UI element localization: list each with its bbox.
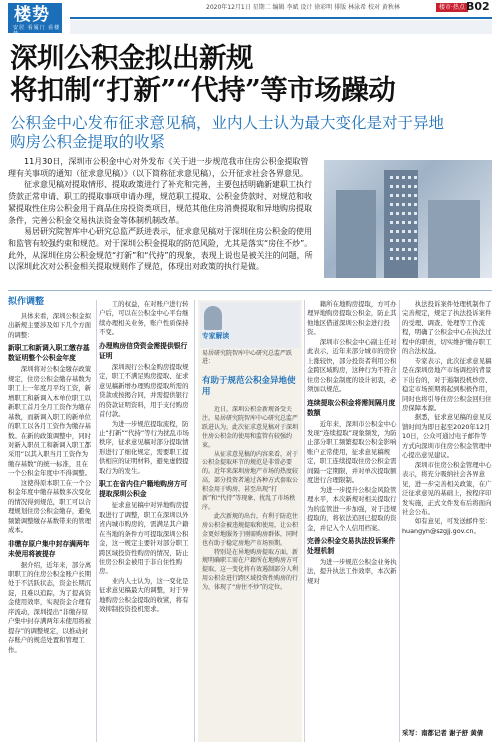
expert-paragraph: 近日，深圳公积金新规备受关注。易居研究院智库中心研究总监严跃进认为，此次征求意见稿对于深圳住房公积金的使用和监管有较强约束。 xyxy=(202,406,298,449)
body-paragraph: 深圳现行公积金购房提取规定，职工不满足购房提取、征求意见稿新增办理购房提取所需的贷款或按揭合同，并需提供银行的贷款证明资料，用于支付购房首付款。 xyxy=(99,362,189,419)
expert-paragraph: 特别是在异地购房提取方面，新规明确职工需在户籍所在地购房方可提取，这一变化将有效遏制部分人利用公积金进行跨区域投资性购房的行为，体现了“房住不炒”的定位。 xyxy=(202,548,298,592)
body-paragraph: 深圳市公积金中心副主任对此表示，近年来部分城市的房价上涨较快，部分投资者利用公积金跨区域购房，这种行为不符合住房公积金制度的设计初衷，必须加以规范。 xyxy=(307,337,397,394)
column-divider xyxy=(304,300,305,742)
person-icon xyxy=(204,306,222,330)
column-1 xyxy=(8,312,94,742)
body-paragraph: 深圳将对公积金缴存政策规定，住房公积金缴存基数为职工上一年度月平均工资，新增职工和新调入本单位职工以新职工首月全月工资作为缴存基数，而新调入职工的新单位的职工以各月工资作为缴存基数。在新的政策调整中，同时对新入职员工和新调入职工都采用“以其入职当月工资作为缴存基数”的统一标准，且在一个公积金年度中不得调整。 xyxy=(8,365,92,478)
body-paragraph: 为进一步规范公积金业务执法，提升执法工作效率，本次新规对 xyxy=(307,557,397,585)
section-divider xyxy=(8,290,492,291)
column-4 xyxy=(402,300,492,742)
column-heading: 拟作调整 xyxy=(8,297,45,307)
headline-line-2: 将扣制“打新”“代持”等市场躁动 xyxy=(10,74,396,106)
lead-paragraph: 11月30日，深圳市公积金中心对外发布《关于进一步规范我市住房公积金提取管理有关事项的通知（征求意见稿）》（以下简称征求意见稿），公开征求社会各界意见。 xyxy=(8,157,309,178)
masthead xyxy=(0,0,500,36)
expert-paragraph: 从征求意见稿的内容来看，对于公积金提取环节的规范是非常必要的。近年来深圳房地产市场的热度较高，部分投资者通过各种方式套取公积金用于购房，甚至出现“打新”和“代持”等现象，扰乱了市场秩序。 xyxy=(202,450,298,511)
column-divider xyxy=(96,300,97,742)
subhead: 完善公积金交易执法投诉案件处理机制 xyxy=(307,536,396,555)
lead-text xyxy=(8,156,314,273)
body-paragraph: 近年来，深圳市公积金中心发现“连续提取”现象频发，为防止部分职工频繁提取公积金影响账户正常使用，征求意见稿规定，职工连续提取住房公积金需间隔一定期限，并对单次提取额度进行合理限制。 xyxy=(307,419,397,485)
header-rule xyxy=(70,17,492,19)
body-paragraph: 为进一步规范提取流程，防止“打新”“代持”等行为扰乱市场秩序，征求意见稿对部分提取情形进行了细化规定，需要职工提供相应的证明材料，避免虚假提取行为的发生。 xyxy=(99,419,189,475)
page-number: B02 xyxy=(466,0,490,13)
headline xyxy=(10,42,396,106)
lead-paragraph: 征求意见稿对提取情形、提取政策进行了补充和完善，主要包括明确新建职工执行贷款正常申请、职工的提取事项申请办理，规范职工提取、公积金贷款时、对规范和收紧提取性住房公积金用于商品住房投资类项目，规范其他住房消费提取和异地购房提取条件，完善公积金交易执法资金等体制机制改革。 xyxy=(8,180,312,225)
body-paragraph: 征求意见稿中对异地购房提取进行了调整，职工在深圳以外省内城市购房的，需满足其户籍在当地的条件方可提取深圳公积金，这一规定主要针对部分职工跨区域投资性购房的情况，防止住房公积金被用于非自住性购房。 xyxy=(99,501,189,576)
section-name: 楼势 xyxy=(14,5,50,25)
column-2 xyxy=(99,300,191,742)
body-paragraph: 为进一步提升公积金风险管理水平，本次新规对相关提取行为的监管进一步加强，对于违规提取的，将依法追回已提取的资金，并记入个人信用档案。 xyxy=(307,485,397,532)
column-divider xyxy=(194,300,195,742)
body-paragraph: 籍所在地购房提取，方可办理异地购房提取公积金，防止其他地区借道深圳公积金进行投资。 xyxy=(307,300,397,337)
city-skyline-photo xyxy=(324,160,492,278)
lead-paragraph: 易居研究院智库中心研究总监严跃进表示，征求意见稿对于深圳住房公积金的使用和监管有较强约束和规范。对于深圳公积金提取的防范风险，尤其是落实“房住不炒”。此外，从深圳住房公积金规范“打新”和“代持”的现象，表现上说也是被关注的问题，所以深圳此次对公积金相关提取规则作了规范，体现出对政策的执行是做。 xyxy=(8,227,313,272)
expert-sidebar xyxy=(198,300,302,742)
body-paragraph: 如有意见，可发送邮件至：huangyn@szgjj.gov.cn。 xyxy=(402,517,492,535)
channel-badge: 楼市·热点 xyxy=(436,3,468,12)
body-paragraph: 工的权益，在对账户进行转户后，可以在公积金中心平台继续办理相关业务，账户性质保持不变。 xyxy=(99,300,189,337)
body-paragraph: 据介绍，近年来，部分离职职工的住房公积金账户长期处于不活跃状态，资金长期沉淀，且难以追踪，为了提高资金使用效率，实现资金合理有序流动，深圳提出“非缴存原户集中封存满两年未使用将被提存”的调整规定，以推动封存账户的规范处置和管理工作。 xyxy=(8,560,92,654)
date-line: 2020年12月1日 星期二 编辑 李斌 设计 徐彩明 排版 林泳希 校对 黄秋林 xyxy=(206,4,400,11)
subhead: 办理购房信贷资金需提供银行证明 xyxy=(99,341,188,360)
subhead: 新职工和新调入职工缴存基数证明整个公积金年度 xyxy=(8,344,90,363)
header-strip xyxy=(70,20,492,34)
byline: 采写：南都记者 谢子舒 黄倩 xyxy=(402,729,484,737)
expert-name: 易居研究院智库中心研究总监严跃进： xyxy=(202,350,293,365)
headline-line-1: 深圳公积金拟出新规 xyxy=(10,42,253,74)
expert-body xyxy=(202,406,298,736)
section-logo xyxy=(8,3,62,37)
body-paragraph: 专家表示，此次征求意见稿是在深圳房地产市场调控的背景下出台的，对于遏制投机炒房、稳定市场预期将起到积极作用，同时也将引导住房公积金回归住房保障本源。 xyxy=(402,356,492,412)
subtitle-line-2: 购房公积金提取的收紧 xyxy=(10,133,166,151)
expert-photo xyxy=(200,302,300,348)
subhead: 职工在省内住户籍地购房方可提取深圳公积金 xyxy=(99,480,188,499)
expert-paragraph: 此次新规的出台，有利于防范住房公积金被违规提取和使用，让公积金更好地服务于刚需购房群体，同时也有助于稳定房地产市场预期。 xyxy=(202,512,298,547)
body-paragraph: 具体来看，深圳公积金拟出新规主要涉及如下几个方面的调整： xyxy=(8,312,92,339)
expert-quote: 有助于规范公积金异地使用 xyxy=(202,376,296,397)
body-paragraph: 这使得原本职工在一个公积金年度中缴存基数多次变化的情况得到规范，职工可以合理规划住房公积金缴存，避免频繁调整缴存基数带来的管理成本。 xyxy=(8,478,92,535)
subtitle-line-1: 公积金中心发布征求意见稿，业内人士认为最大变化是对于异地 xyxy=(10,114,445,132)
subhead: 连续提取公积金将需间隔月度数额 xyxy=(307,398,396,417)
subhead: 非缴存原户集中封存满两年未使用将被提存 xyxy=(8,539,90,558)
body-paragraph: 据悉，征求意见稿的意见反馈时间为即日起至2020年12月10日，公众可通过电子邮件等方式向深圳市住房公积金管理中心提出意见建议。 xyxy=(402,413,492,460)
expert-label: 专家解读 xyxy=(202,332,230,340)
body-paragraph: 执法投诉案件处理机制作了完善规定，规定了执法投诉案件的受理、调查、处理等工作流程，明确了公积金中心在执法过程中的职责，切实维护缴存职工的合法权益。 xyxy=(402,300,492,356)
column-divider xyxy=(399,300,400,742)
section-slogan: 安居 看厦门 看楼势 xyxy=(13,25,61,37)
column-3 xyxy=(307,300,397,742)
subtitle xyxy=(10,114,492,152)
body-paragraph: 深圳市住房公积金管理中心表示，将充分吸纳社会各界意见，进一步完善相关政策，在广泛征求意见的基础上，按程序印发实施，正式文件发布后将面向社会公布。 xyxy=(402,460,492,516)
body-paragraph: 业内人士认为，这一变化是征求意见稿最大的调整，对于异地购房公积金提取的收紧，将有效抑制投资投机需求。 xyxy=(99,576,189,614)
